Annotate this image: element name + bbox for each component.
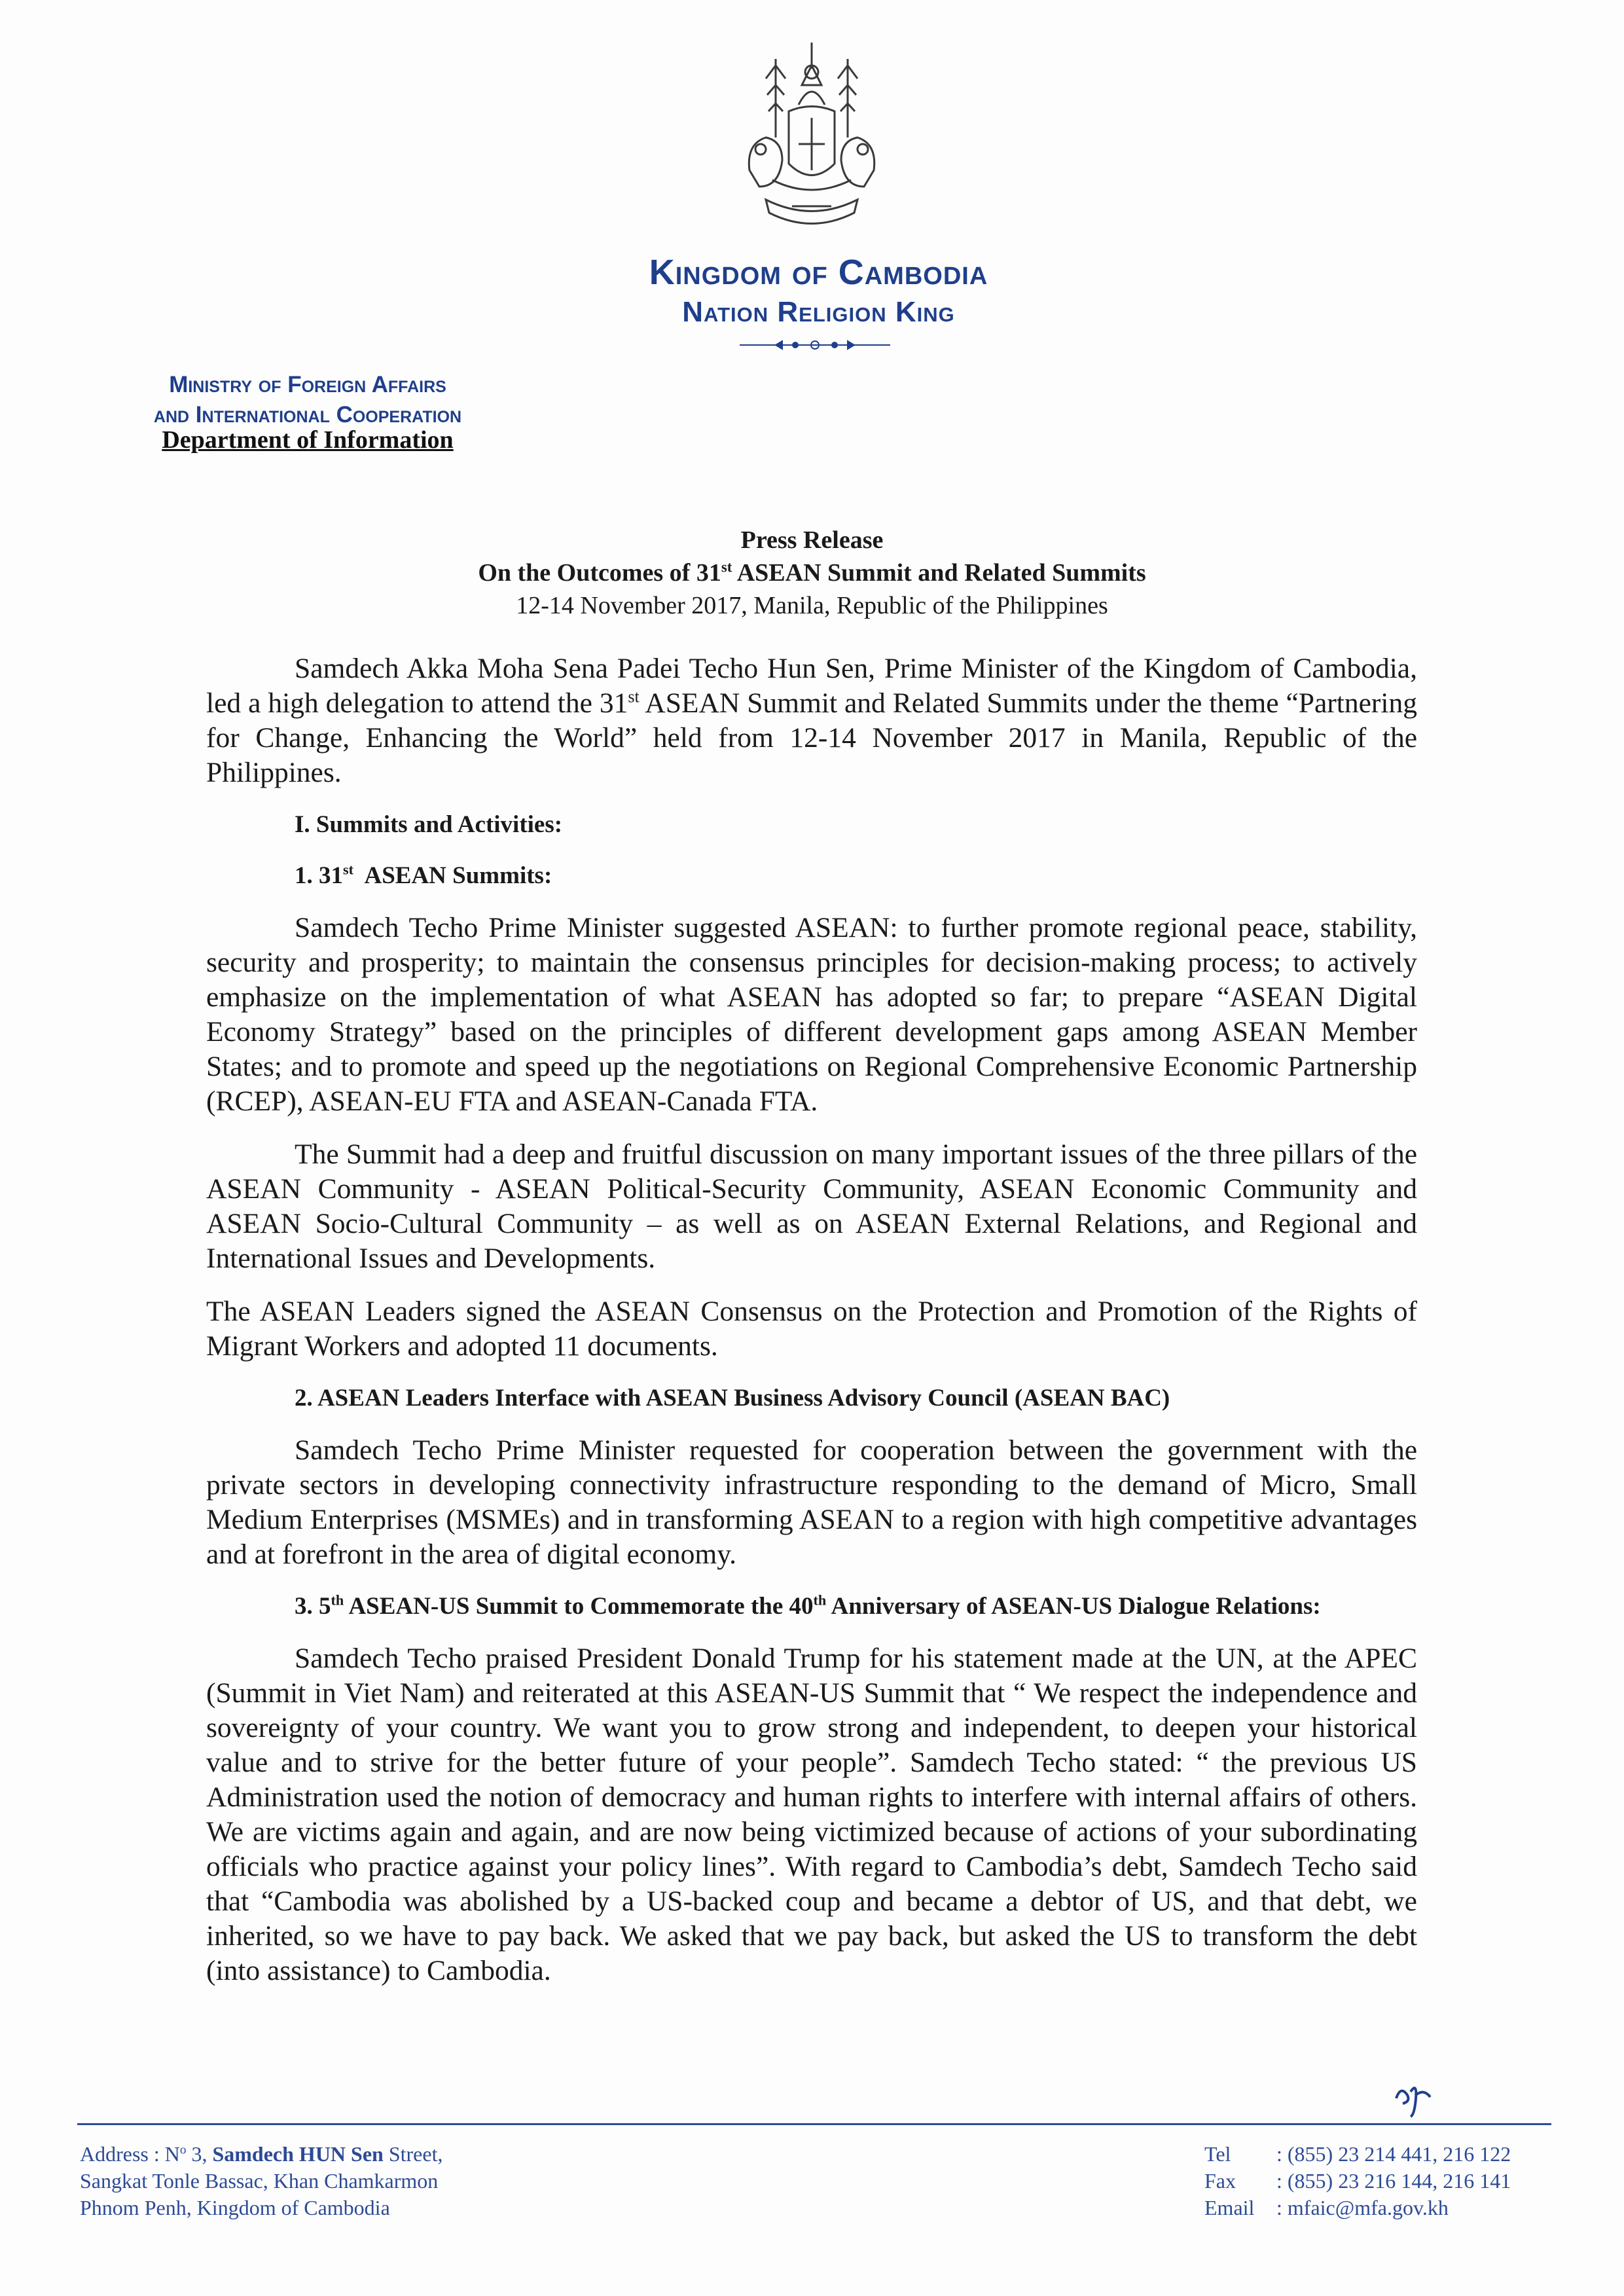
- press-release-title-block: [0, 524, 1624, 622]
- email-value[interactable]: : mfaic@mfa.gov.kh: [1276, 2196, 1449, 2219]
- s3-text-b: ASEAN-US Summit to Commemorate the 40: [344, 1593, 814, 1620]
- department-name: Department of Information: [162, 426, 454, 454]
- kingdom-title: Kingdom of Cambodia: [649, 253, 988, 292]
- national-motto: Nation Religion King: [682, 296, 955, 328]
- ornament-divider-icon: [736, 337, 893, 353]
- royal-coat-of-arms-icon: [720, 39, 903, 236]
- initials-signature-icon: [1391, 2079, 1437, 2118]
- address-street: Street,: [383, 2142, 443, 2166]
- subject-text-a: On the Outcomes of 31: [478, 559, 721, 587]
- address-label: Address : N: [80, 2142, 180, 2166]
- paragraph: The ASEAN Leaders signed the ASEAN Consensus on the Protection and Promotion of the Rights of Migrant Workers and adopted 11 documents.: [206, 1296, 1417, 1362]
- address-line-1: [80, 2141, 669, 2168]
- intro-text-a: Samdech Akka Moha Sena Padei Techo Hun Sen, Prime Minister of the Kingdom of Cambodia, led a high delegation to attend the 31: [206, 653, 1417, 719]
- ministry-name: [79, 370, 537, 430]
- contact-email[interactable]: [1204, 2195, 1571, 2221]
- address-line-3: Phnom Penh, Kingdom of Cambodia: [80, 2196, 390, 2219]
- press-release-label: Press Release: [740, 526, 884, 554]
- s3-text-c: Anniversary of ASEAN-US Dialogue Relations:: [826, 1593, 1321, 1620]
- paragraph: Samdech Techo praised President Donald Trump for his statement made at the UN, at the APEC (Summit in Viet Nam) and reiterated at this ASEAN-US Summit that “ We respect the independence and sovereignty of your country. We want you to grow strong and independent, to deepen your historical value and to strive for the better future of your people”. Samdech Techo stated: “ the previous US Administration used the notion of democracy and human rights to interfere with internal affairs of others. We are victims again and again, and are now being victimized because of actions of your subordinating officials who practice against your policy lines”. With regard to Cambodia’s debt, Samdech Techo said that “Cambodia was abolished by a US-backed coup and became a debtor of US, and that debt, we inherited, so we have to pay back. We asked that we pay back, but asked the US to transform the debt (into assistance) to Cambodia.: [206, 1643, 1417, 1986]
- contact-fax: [1204, 2168, 1571, 2195]
- address-sup: o: [179, 2143, 187, 2157]
- press-release-date-place: 12-14 November 2017, Manila, Republic of the Philippines: [516, 592, 1108, 619]
- subsection-heading-2: 2. ASEAN Leaders Interface with ASEAN Business Advisory Council (ASEAN BAC): [295, 1385, 1170, 1412]
- s3-sup-2: th: [813, 1592, 827, 1609]
- subject-text-b: ASEAN Summit and Related Summits: [732, 559, 1146, 587]
- contact-tel: [1204, 2141, 1571, 2168]
- ministry-line-1: Ministry of Foreign Affairs: [169, 372, 446, 397]
- press-release-body: [206, 651, 1417, 2007]
- paragraph: Samdech Techo Prime Minister requested for cooperation between the government with the private sectors in developing connectivity infrastructure responding to the demand of Micro, Small Medium Enterprises (MSMEs) and in transforming ASEAN to a region with high competitive advantages and at forefront in the area of digital economy.: [206, 1434, 1417, 1570]
- footer-divider: [77, 2123, 1551, 2125]
- footer-address: [80, 2141, 669, 2221]
- s1-sup: st: [343, 861, 354, 878]
- intro-text-b: ASEAN Summit and Related Summits under the theme “Partnering for Change, Enhancing the World” held from 12-14 November 2017 in Manila, Republic of the Philippines.: [206, 687, 1417, 788]
- address-line-2: Sangkat Tonle Bassac, Khan Chamkarmon: [80, 2169, 439, 2193]
- intro-paragraph: [206, 651, 1417, 790]
- email-label: Email: [1204, 2196, 1255, 2219]
- s3-text-a: 3. 5: [295, 1593, 331, 1620]
- ministry-line-2: and International Cooperation: [153, 402, 462, 428]
- fax-value: : (855) 23 216 144, 216 141: [1276, 2169, 1511, 2193]
- section-heading-1: I. Summits and Activities:: [295, 811, 563, 838]
- subsection-heading-1: [295, 860, 1417, 892]
- tel-label: Tel: [1204, 2142, 1231, 2166]
- s1-text-b: ASEAN Summits:: [353, 862, 552, 889]
- fax-label: Fax: [1204, 2169, 1236, 2193]
- press-release-subject: [0, 556, 1624, 589]
- paragraph: The Summit had a deep and fruitful discussion on many important issues of the three pillars of the ASEAN Community - ASEAN Political-Security Community, ASEAN Economic Community and ASEAN Socio-Cultural Community – as well as on ASEAN External Relations, and Regional and International Issues and Developments.: [206, 1139, 1417, 1274]
- intro-sup: st: [628, 687, 640, 706]
- paragraph: Samdech Techo Prime Minister suggested ASEAN: to further promote regional peace, stability, security and prosperity; to maintain the consensus principles for decision-making process; to actively emphasize on the implementation of what ASEAN has adopted so far; to prepare “ASEAN Digital Economy Strategy” based on the principles of different development gaps among ASEAN Member States; and to promote and speed up the negotiations on Regional Comprehensive Economic Partnership (RCEP), ASEAN-EU FTA and ASEAN-Canada FTA.: [206, 912, 1417, 1117]
- address-number: 3,: [186, 2142, 213, 2166]
- tel-value: : (855) 23 214 441, 216 122: [1276, 2142, 1511, 2166]
- footer-contacts: [1204, 2141, 1571, 2221]
- address-street-name: Samdech HUN Sen: [212, 2142, 384, 2166]
- s1-text-a: 1. 31: [295, 862, 343, 889]
- s3-sup-1: th: [331, 1592, 344, 1609]
- subsection-heading-3: [295, 1590, 1417, 1623]
- subject-sup: st: [721, 558, 732, 575]
